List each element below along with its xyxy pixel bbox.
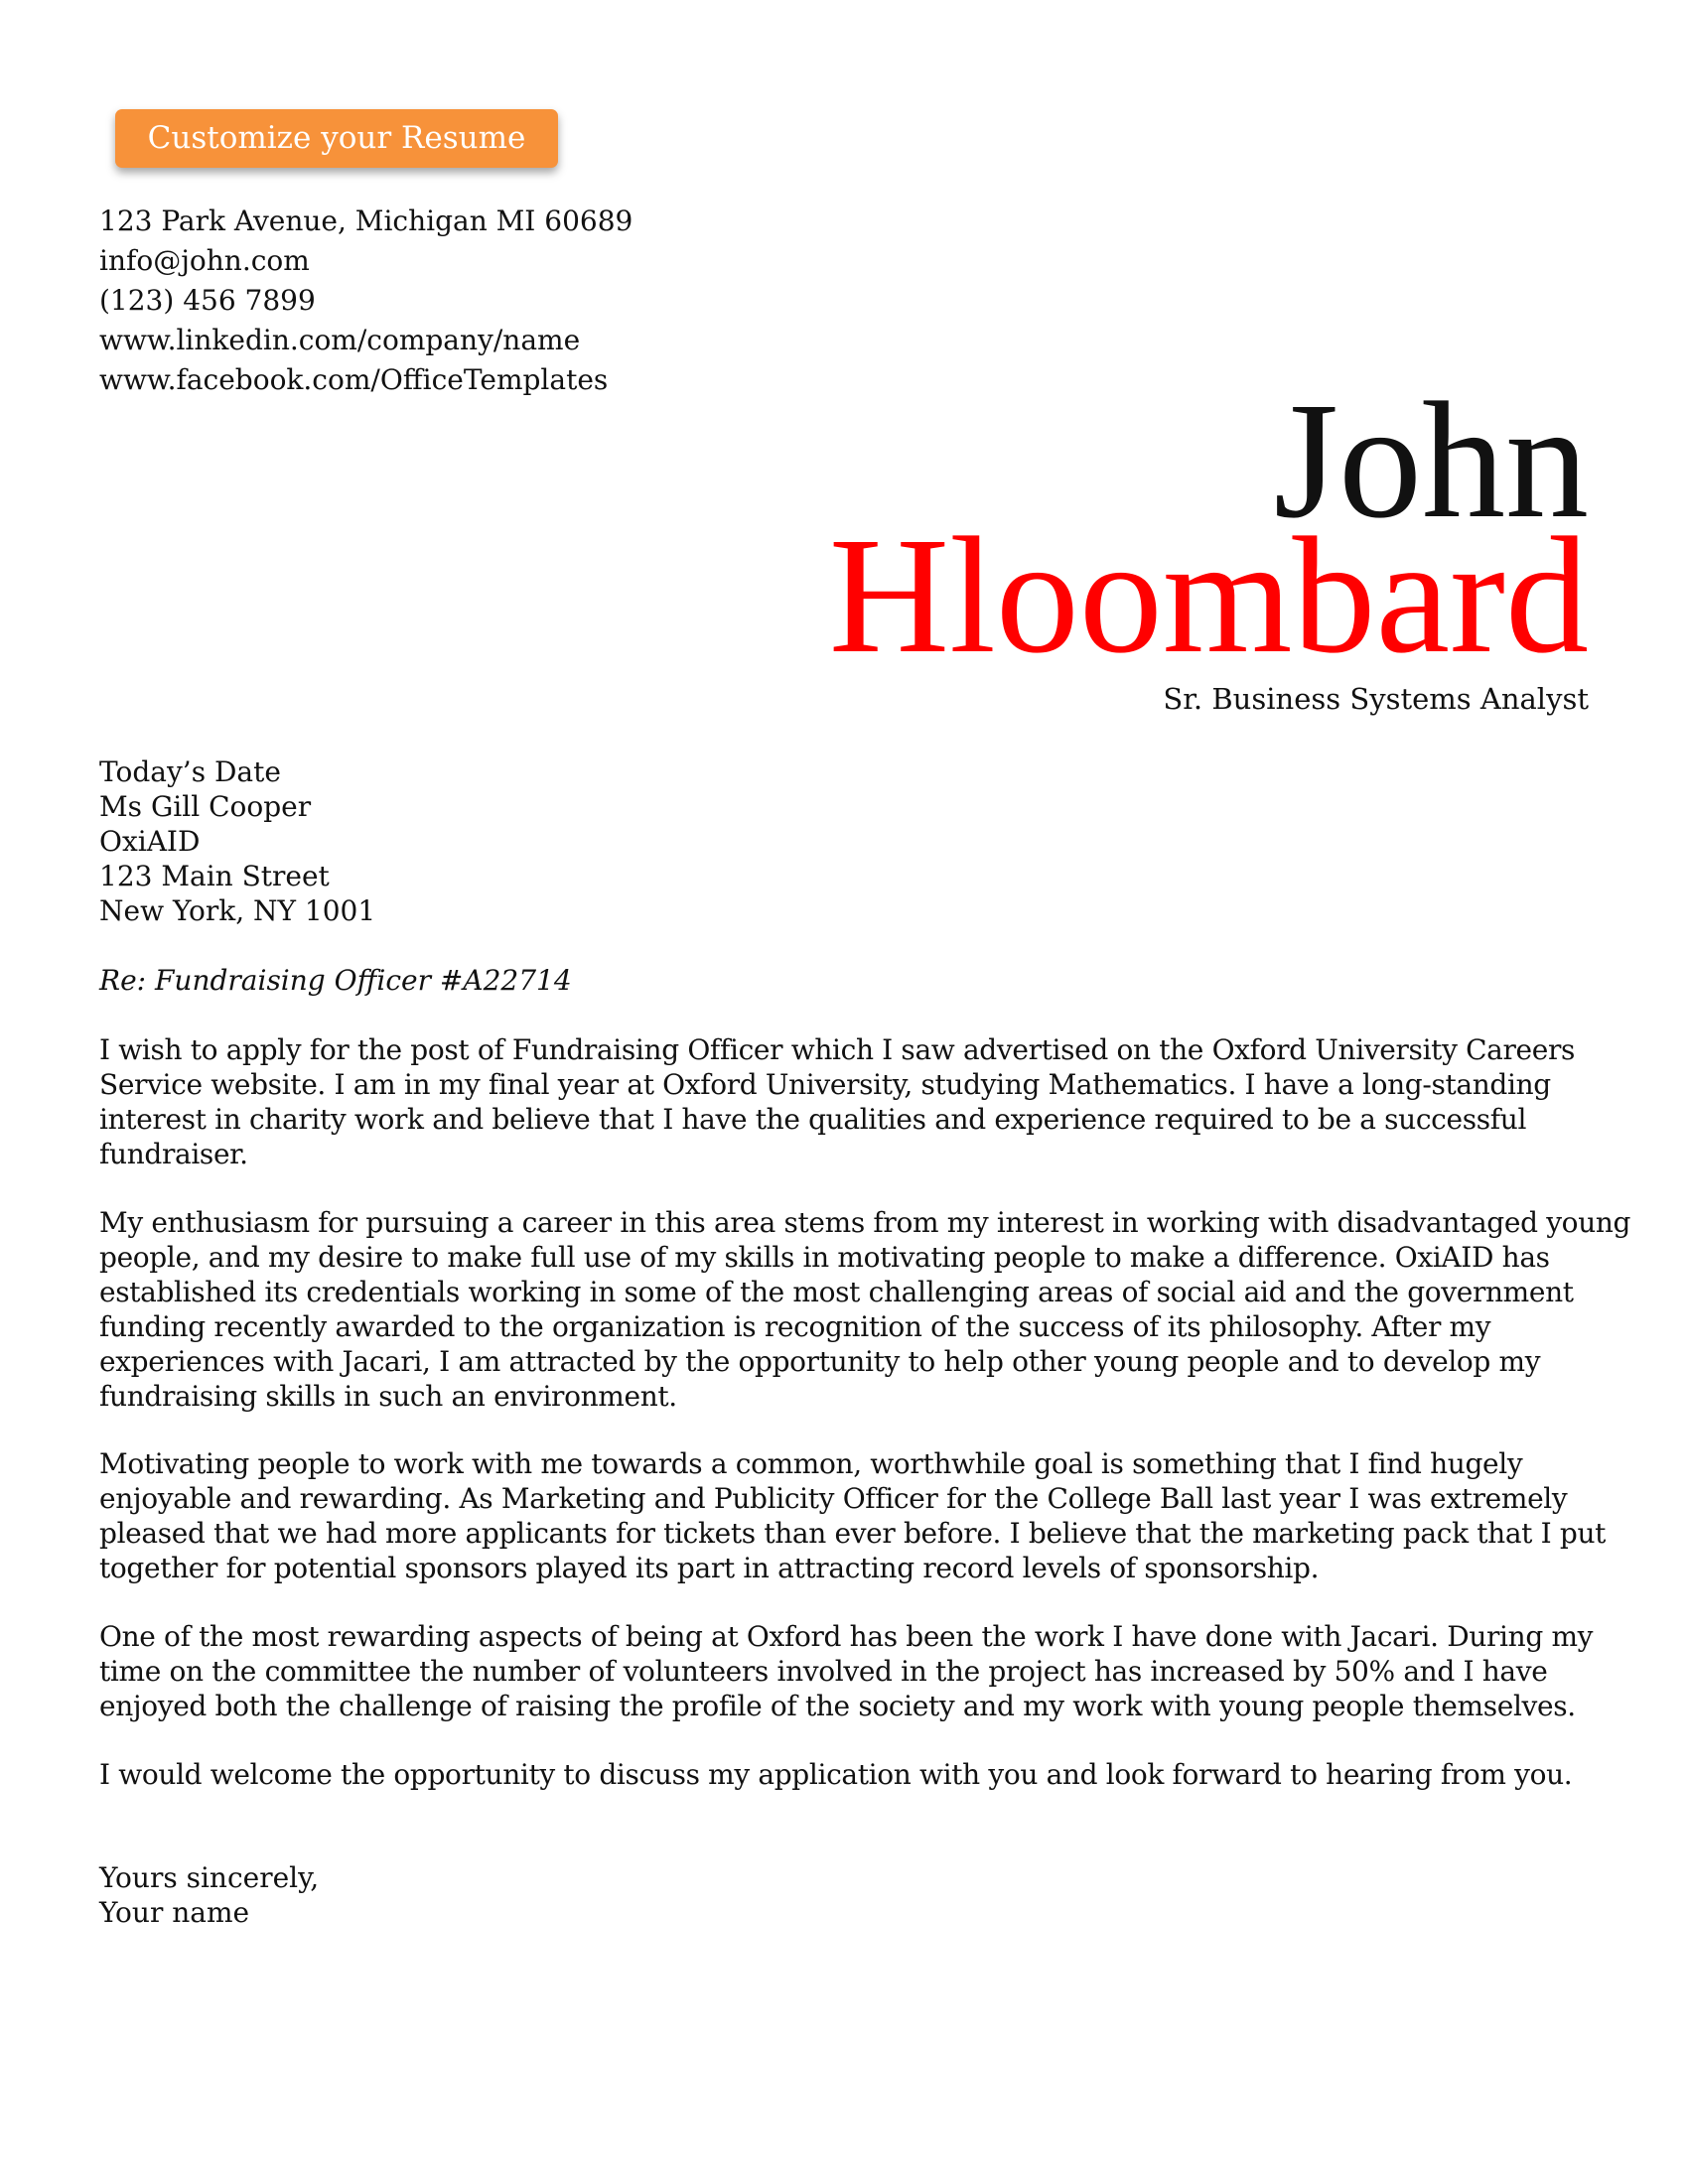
body-paragraph-1 xyxy=(99,1032,1589,1171)
contact-linkedin: www.linkedin.com/company/name xyxy=(99,324,581,356)
body-paragraph-4 xyxy=(99,1619,1594,1723)
paragraph-line: people, and my desire to make full use of my skills in motivating people to make a difference. OxiAID has xyxy=(99,1241,1550,1274)
paragraph-line: pleased that we had more applicants for tickets than ever before. I believe that the marketing pack that I put xyxy=(99,1517,1607,1550)
paragraph-line: I would welcome the opportunity to discuss my application with you and look forward to hearing from you. xyxy=(99,1758,1573,1791)
job-title: Sr. Business Systems Analyst xyxy=(1163,682,1589,716)
recipient-block xyxy=(99,754,375,928)
recipient-street: 123 Main Street xyxy=(99,860,330,892)
body-paragraph-2 xyxy=(99,1205,1631,1414)
last-name: Hloombard xyxy=(828,503,1589,688)
paragraph-line: My enthusiasm for pursuing a career in this area stems from my interest in working with disadvantaged young xyxy=(99,1206,1631,1239)
paragraph-line: interest in charity work and believe that I have the qualities and experience required to be a successful xyxy=(99,1103,1527,1136)
recipient-name: Ms Gill Cooper xyxy=(99,790,312,823)
recipient-company: OxiAID xyxy=(99,825,201,858)
closing-salutation: Yours sincerely, xyxy=(99,1861,320,1894)
subject-line: Re: Fundraising Officer #A22714 xyxy=(99,964,572,997)
contact-facebook: www.facebook.com/OfficeTemplates xyxy=(99,363,609,396)
paragraph-line: established its credentials working in some of the most challenging areas of social aid and the government xyxy=(99,1276,1574,1308)
customize-resume-button[interactable]: Customize your Resume xyxy=(115,109,558,168)
contact-email: info@john.com xyxy=(99,244,310,277)
signature-name: Your name xyxy=(99,1896,250,1929)
contact-address: 123 Park Avenue, Michigan MI 60689 xyxy=(99,205,633,237)
paragraph-line: funding recently awarded to the organization is recognition of the success of its philosophy. After my xyxy=(99,1310,1491,1343)
paragraph-line: Motivating people to work with me towards a common, worthwhile goal is something that I find hugely xyxy=(99,1447,1523,1480)
paragraph-line: experiences with Jacari, I am attracted by the opportunity to help other young people and to develop my xyxy=(99,1345,1541,1378)
paragraph-line: fundraiser. xyxy=(99,1138,248,1170)
paragraph-line: enjoyable and rewarding. As Marketing and Publicity Officer for the College Ball last year I was extremely xyxy=(99,1482,1568,1515)
paragraph-line: time on the committee the number of volunteers involved in the project has increased by 50% and I have xyxy=(99,1655,1548,1688)
paragraph-line: Service website. I am in my final year at Oxford University, studying Mathematics. I have a long-standing xyxy=(99,1068,1551,1101)
body-paragraph-3 xyxy=(99,1446,1607,1585)
paragraph-line: enjoyed both the challenge of raising the profile of the society and my work with young people themselves. xyxy=(99,1690,1576,1722)
paragraph-line: fundraising skills in such an environment. xyxy=(99,1380,677,1413)
paragraph-line: I wish to apply for the post of Fundraising Officer which I saw advertised on the Oxford University Careers xyxy=(99,1033,1576,1066)
body-paragraph-5 xyxy=(99,1757,1589,1792)
closing-block xyxy=(99,1860,319,1930)
paragraph-line: together for potential sponsors played its part in attracting record levels of sponsorship. xyxy=(99,1552,1320,1584)
contact-block xyxy=(99,202,633,400)
paragraph-line: One of the most rewarding aspects of being at Oxford has been the work I have done with Jacari. During my xyxy=(99,1620,1594,1653)
contact-phone: (123) 456 7899 xyxy=(99,284,316,317)
first-name: John xyxy=(1273,368,1589,553)
recipient-city: New York, NY 1001 xyxy=(99,894,376,927)
letter-date: Today’s Date xyxy=(99,755,281,788)
